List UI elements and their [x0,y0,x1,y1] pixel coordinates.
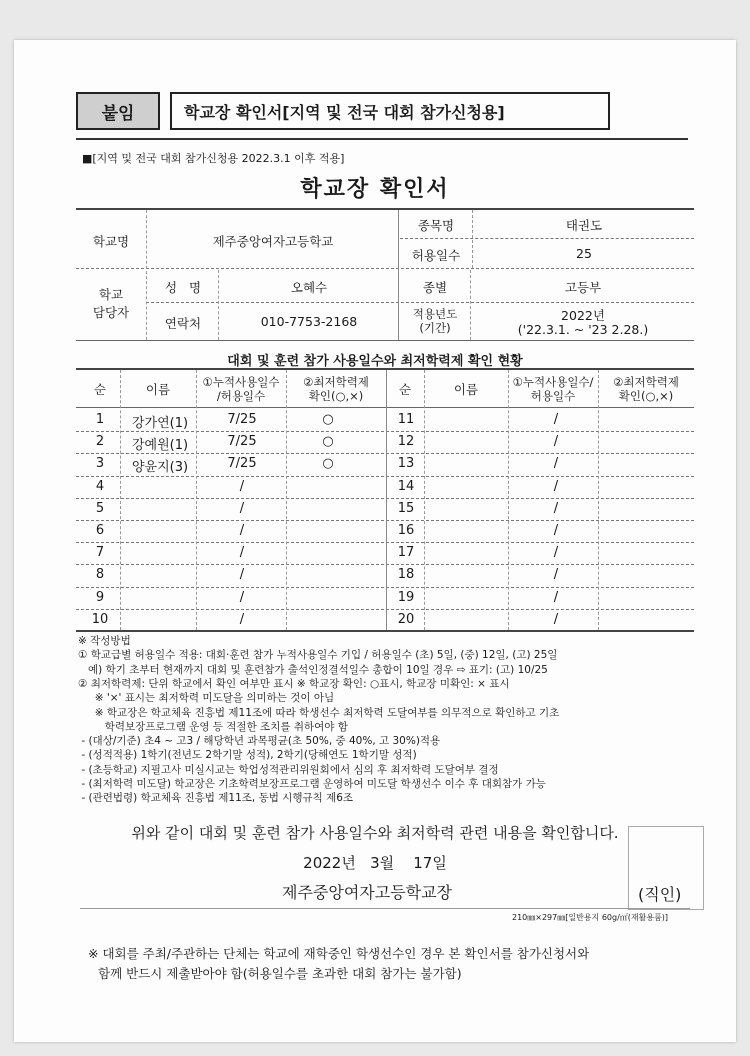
row-no: 8 [95,567,105,583]
rule [146,210,147,340]
row-no: 20 [397,611,415,627]
header-divider [76,138,688,140]
rule [76,340,694,341]
rule [400,238,694,239]
used-days: 7/25 [227,434,257,450]
rule [472,210,473,268]
used-days: / [239,611,245,627]
guide-line: ② 최저학력제: 단위 학교에서 확인 여부만 표시 ※ 학교장 확인: ○표시, 학교장 미확인: × 표시 [78,677,510,690]
row-no: 7 [95,545,105,561]
min-academic-check: ○ [322,434,334,450]
rule [470,270,471,340]
used-days: / [553,567,559,583]
col-check-left: ②최저학력제 확인(○,×) [303,375,369,403]
contact-value: 010-7753-2168 [260,314,358,329]
row-no: 6 [95,523,105,538]
guide-line: 예) 학기 초부터 현재까지 대회 및 훈련참가 출석인정결석일수 총합이 10일 경우 ⇨ 표기: (고) 10/25 [78,663,548,676]
row-separator [76,609,694,610]
col-name-right: 이름 [453,382,479,397]
row-no: 3 [95,456,105,472]
row-separator [76,431,694,432]
used-days: / [239,567,245,583]
footer-divider [80,908,690,909]
year-value: 2022년 [561,308,605,323]
confirmation-date: 2022년 3월 17일 [303,854,447,872]
bottom-note [88,944,589,984]
guide-line: ※ '×' 표시는 최저학력 미도달을 의미하는 것이 아님 [78,692,335,705]
document-title: 학교장 확인서 [300,177,450,202]
col-no-left: 순 [93,382,107,397]
row-no: 19 [397,589,415,605]
status-heading: 대회 및 훈련 참가 사용일수와 최저학력제 확인 현황 [227,354,523,369]
used-days: / [239,523,245,538]
guide-line: ① 학교급별 허용일수 적용: 대회·훈련 참가 누적사용일수 기입 / 허용일수 (초) 5일, (중) 12일, (고) 25일 [78,649,558,662]
guide-line: - (성적적용) 1학기(전년도 2학기말 성적), 2학기(당해연도 1학기말 성적) [78,749,417,762]
guide-line: ※ 학교장은 학교체육 진흥법 제11조에 따라 학생선수 최저학력 도달여부를 의무적으로 확인하고 기초 [78,706,560,719]
guide-line: 학력보장프로그램 운영 등 적절한 조치를 취하여야 함 [78,720,348,733]
year-label: 적용년도 (기간) [412,307,458,335]
col-name-left: 이름 [145,382,171,397]
seal-label: (직인) [638,885,682,904]
row-no: 10 [91,611,109,627]
row-no: 11 [397,412,415,427]
guide-line: - (대상/기준) 초4 ~ 고3 / 해당학년 과목평균(초 50%, 중 40%, 고 30%)적용 [78,735,441,748]
applicability-note: ■[지역 및 전국 대회 참가신청용 2022.3.1 이후 적용] [82,152,345,165]
col-days-left: ①누적사용일수 /허용일수 [202,375,280,403]
confirmation-text: 위와 같이 대회 및 훈련 참가 사용일수와 최저학력 관련 내용을 확인합니다. [131,824,619,842]
guide-line: ※ 작성방법 [78,635,131,647]
paper-spec: 210㎜×297㎜[일반용지 60g/㎡(재활용품)] [512,913,669,922]
event-value: 태권도 [565,218,603,233]
manager-label: 학교 담당자 [92,287,130,320]
contact-label: 연락처 [164,316,202,331]
rule [218,270,219,340]
allowed-days-value: 25 [576,246,592,261]
row-no: 2 [95,434,105,450]
col-check-right: ②최저학력제 확인(○,×) [613,375,679,403]
row-separator [76,564,694,565]
used-days: / [239,589,245,605]
used-days: / [553,545,559,561]
row-no: 4 [95,478,105,494]
allowed-days-label: 허용일수 [411,248,461,263]
used-days: / [553,611,559,627]
guide-line: - (초등학교) 지필고사 미실시교는 학업성적관리위원회에서 심의 후 최저학력 도달여부 결정 [78,763,499,776]
status-table-top-border [76,368,694,370]
row-no: 15 [397,500,415,516]
info-table-top-border [76,208,694,210]
column-divider [508,370,509,630]
used-days: / [553,589,559,605]
used-days: / [553,523,559,538]
row-separator [76,520,694,521]
row-no: 13 [397,456,415,472]
attachment-label: 붙임 [76,92,160,130]
row-separator [76,587,694,588]
row-separator [76,498,694,499]
column-divider [598,370,599,630]
row-separator [76,453,694,454]
student-name: 강가연(1) [131,416,189,431]
used-days: 7/25 [227,456,257,472]
used-days: / [553,434,559,450]
row-no: 17 [397,545,415,561]
attachment-title: 학교장 확인서[지역 및 전국 대회 참가신청용] [170,92,610,130]
used-days: / [239,478,245,494]
col-days-right: ①누적사용일수/ 허용일수 [512,375,594,403]
student-name: 양윤지(3) [131,460,189,476]
row-no: 5 [95,500,105,516]
principal-signature-school: 제주중앙여자고등학교장 [282,883,453,902]
level-label: 종별 [422,280,448,295]
name-label: 성 명 [164,280,202,295]
column-divider [196,370,197,630]
column-divider [120,370,121,630]
rule [146,302,694,303]
rule [76,268,694,269]
school-name-label: 학교명 [92,234,130,249]
guide-line: - (관련법령) 학교체육 진흥법 제11조, 동법 시행규칙 제6조 [78,792,354,805]
used-days: / [553,456,559,472]
row-no: 9 [95,589,105,605]
used-days: / [239,500,245,516]
bottom-note-line-1: ※ 대회를 주최/주관하는 단체는 학교에 재학중인 학생선수인 경우 본 확인서를 참가신청서와 [88,946,590,961]
used-days: 7/25 [227,412,257,427]
used-days: / [553,500,559,516]
column-divider [286,370,287,630]
row-no: 16 [397,523,415,538]
rule [76,407,694,408]
col-no-right: 순 [398,382,412,397]
student-name: 강예원(1) [131,438,189,454]
event-label: 종목명 [417,218,455,233]
used-days: / [553,412,559,427]
row-no: 1 [95,412,105,427]
min-academic-check: ○ [322,412,334,427]
column-divider [424,370,425,630]
school-name-value: 제주중앙여자고등학교 [212,234,334,249]
column-divider [386,370,387,630]
row-separator [76,542,694,543]
row-separator [76,476,694,477]
guide-line: - (최저학력 미도달) 학교장은 기초학력보장프로그램 운영하여 미도달 학생선수 이수 후 대회참가 가능 [78,778,546,790]
row-no: 18 [397,567,415,583]
manager-name-value: 오혜수 [290,280,328,295]
min-academic-check: ○ [322,456,334,472]
status-table-bottom-border [76,630,694,632]
row-no: 12 [397,434,415,450]
rule [398,210,399,340]
used-days: / [553,478,559,494]
row-no: 14 [397,478,415,494]
used-days: / [239,545,245,561]
level-value: 고등부 [564,280,602,295]
year-period: ('22.3.1. ~ '23 2.28.) [517,322,649,337]
bottom-note-line-2: 함께 반드시 제출받아야 함(허용일수를 초과한 대회 참가는 불가함) [98,966,462,981]
